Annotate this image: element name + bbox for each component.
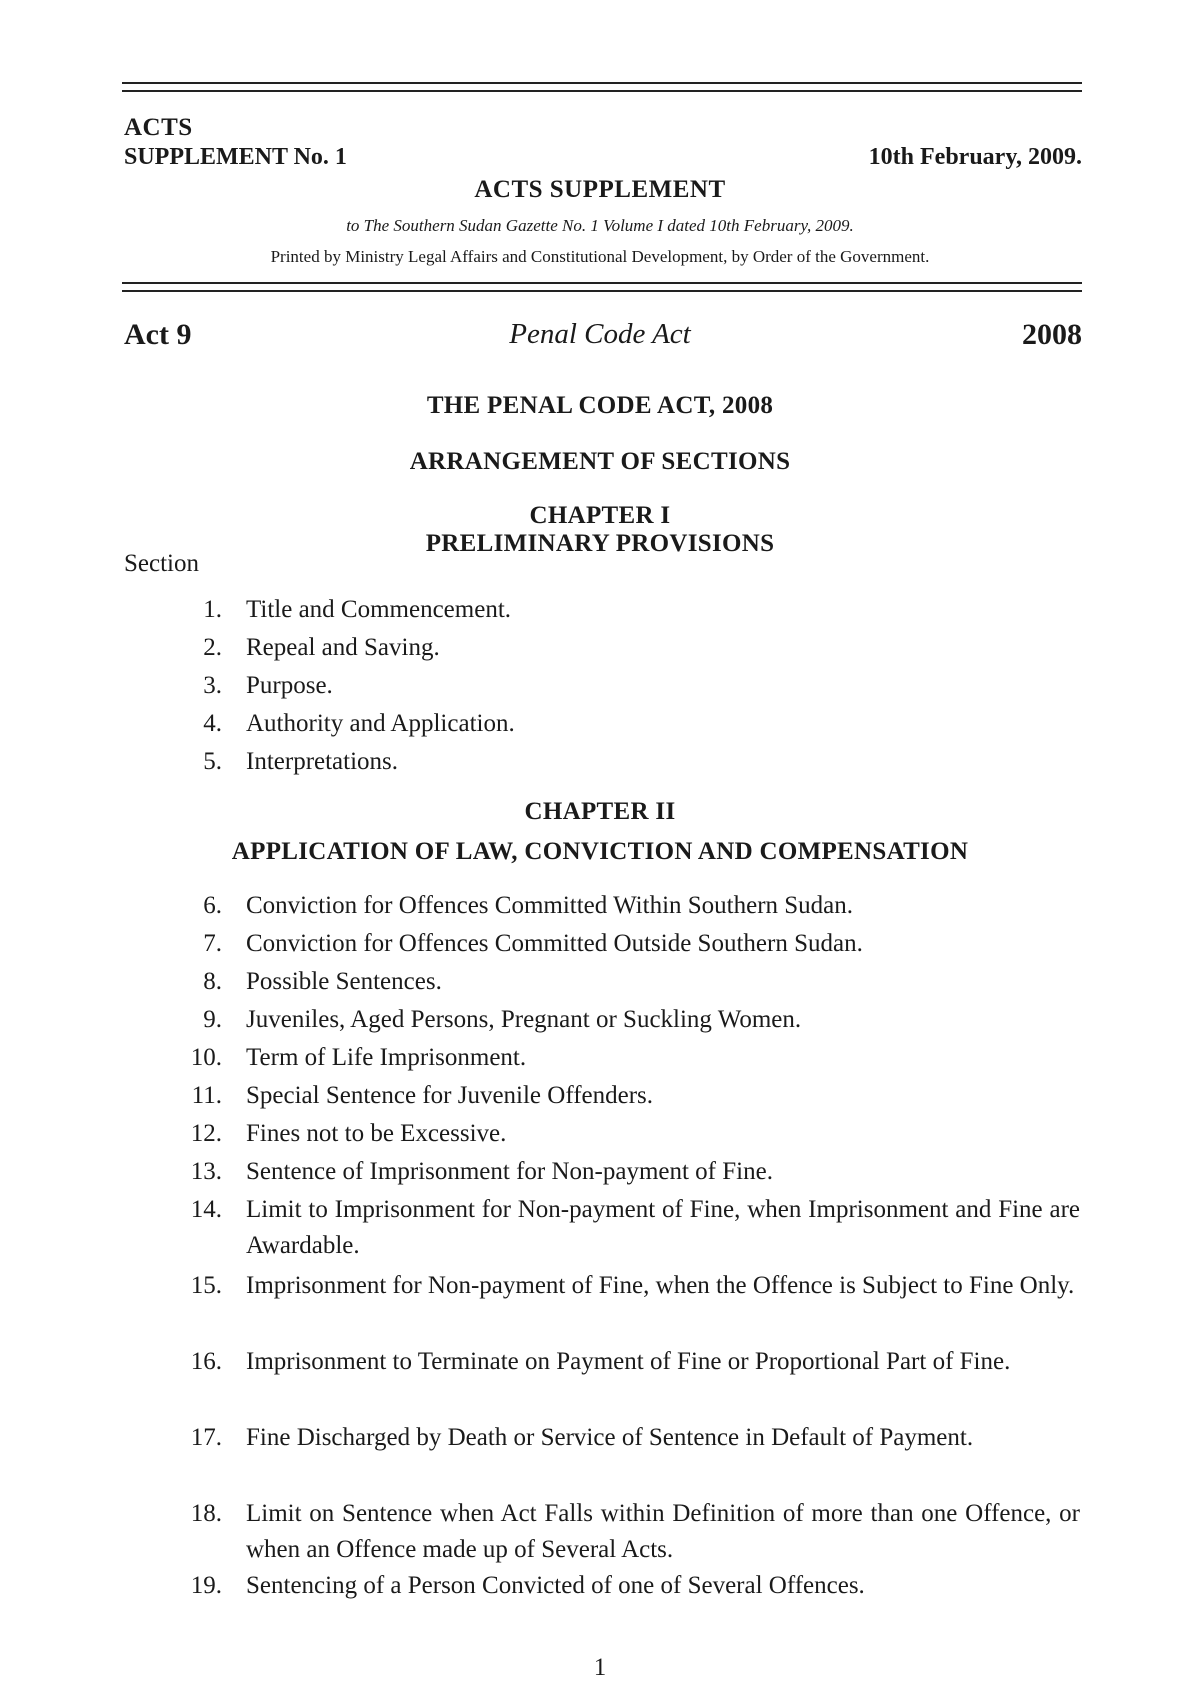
toc-item-text: Interpretations. (246, 748, 399, 775)
toc-item-text: Imprisonment to Terminate on Payment of Fine or Proportional Part of Fine. (246, 1348, 1011, 1375)
chapter-1-number: CHAPTER I (529, 502, 671, 529)
top-rule-1 (122, 82, 1082, 84)
mid-rule-2 (122, 290, 1082, 292)
section-label: Section (124, 550, 199, 577)
header-supplement-no: SUPPLEMENT No. 1 (124, 144, 347, 170)
toc-item-text: Conviction for Offences Committed Within Southern Sudan. (246, 892, 854, 919)
toc-item-text: Sentencing of a Person Convicted of one of Several Offences. (246, 1572, 865, 1599)
toc-item-number: 4. (203, 710, 222, 737)
toc-item-text: Limit to Imprisonment for Non-payment of Fine, when Imprisonment and Fine are Awardable. (246, 1196, 1080, 1259)
toc-item-number: 10. (190, 1044, 222, 1071)
toc-item-number: 12. (190, 1120, 222, 1147)
header-date: 10th February, 2009. (868, 144, 1082, 170)
toc-item-number: 18. (190, 1500, 222, 1527)
act-number: Act 9 (124, 318, 192, 351)
toc-item-text: Term of Life Imprisonment. (246, 1044, 527, 1071)
toc-item-number: 3. (203, 672, 222, 699)
act-year: 2008 (1022, 318, 1082, 351)
toc-item-text: Conviction for Offences Committed Outside Southern Sudan. (246, 930, 863, 957)
toc-item-number: 1. (203, 596, 222, 623)
toc-item-number: 15. (190, 1272, 222, 1299)
toc-item-number: 2. (203, 634, 222, 661)
toc-item-text: Title and Commencement. (246, 596, 512, 623)
header-title: ACTS SUPPLEMENT (474, 176, 726, 203)
document-title: THE PENAL CODE ACT, 2008 (426, 392, 774, 419)
top-rule-2 (122, 90, 1082, 92)
toc-item-number: 13. (190, 1158, 222, 1185)
toc-item-number: 8. (203, 968, 222, 995)
toc-item-text: Sentence of Imprisonment for Non-payment of Fine. (246, 1158, 773, 1185)
toc-item-number: 7. (203, 930, 222, 957)
header-gazette-line: to The Southern Sudan Gazette No. 1 Volume I dated 10th February, 2009. (346, 216, 854, 235)
header-acts: ACTS (124, 114, 193, 141)
toc-item-number: 9. (203, 1006, 222, 1033)
document-subtitle: ARRANGEMENT OF SECTIONS (409, 448, 791, 475)
header-printed-line: Printed by Ministry Legal Affairs and Constitutional Development, by Order of the Government. (270, 247, 930, 266)
page-number: 1 (593, 1654, 607, 1681)
toc-item-text: Authority and Application. (246, 710, 515, 737)
toc-item-text: Fine Discharged by Death or Service of Sentence in Default of Payment. (246, 1424, 974, 1451)
toc-item-text: Limit on Sentence when Act Falls within Definition of more than one Offence, or when an Offence made up of Several Acts. (246, 1500, 1080, 1563)
chapter-2-title: APPLICATION OF LAW, CONVICTION AND COMPENSATION (231, 838, 969, 865)
toc-item-text: Possible Sentences. (246, 968, 442, 995)
chapter-1-title: PRELIMINARY PROVISIONS (425, 530, 775, 557)
toc-item-number: 6. (203, 892, 222, 919)
toc-item-number: 5. (203, 748, 222, 775)
toc-item-text: Fines not to be Excessive. (246, 1120, 507, 1147)
toc-item-number: 11. (191, 1082, 222, 1109)
toc-item-text: Imprisonment for Non-payment of Fine, when the Offence is Subject to Fine Only. (246, 1272, 1075, 1299)
mid-rule-1 (122, 282, 1082, 284)
chapter-2-number: CHAPTER II (524, 798, 676, 825)
toc-item-number: 17. (190, 1424, 222, 1451)
toc-item-number: 14. (190, 1196, 222, 1223)
toc-item-text: Special Sentence for Juvenile Offenders. (246, 1082, 654, 1109)
toc-item-number: 16. (190, 1348, 222, 1375)
toc-item-text: Repeal and Saving. (246, 634, 440, 661)
toc-item-text: Purpose. (246, 672, 333, 699)
toc-item-text: Juveniles, Aged Persons, Pregnant or Suckling Women. (246, 1006, 802, 1033)
act-name: Penal Code Act (509, 318, 691, 350)
toc-item-number: 19. (190, 1572, 222, 1599)
